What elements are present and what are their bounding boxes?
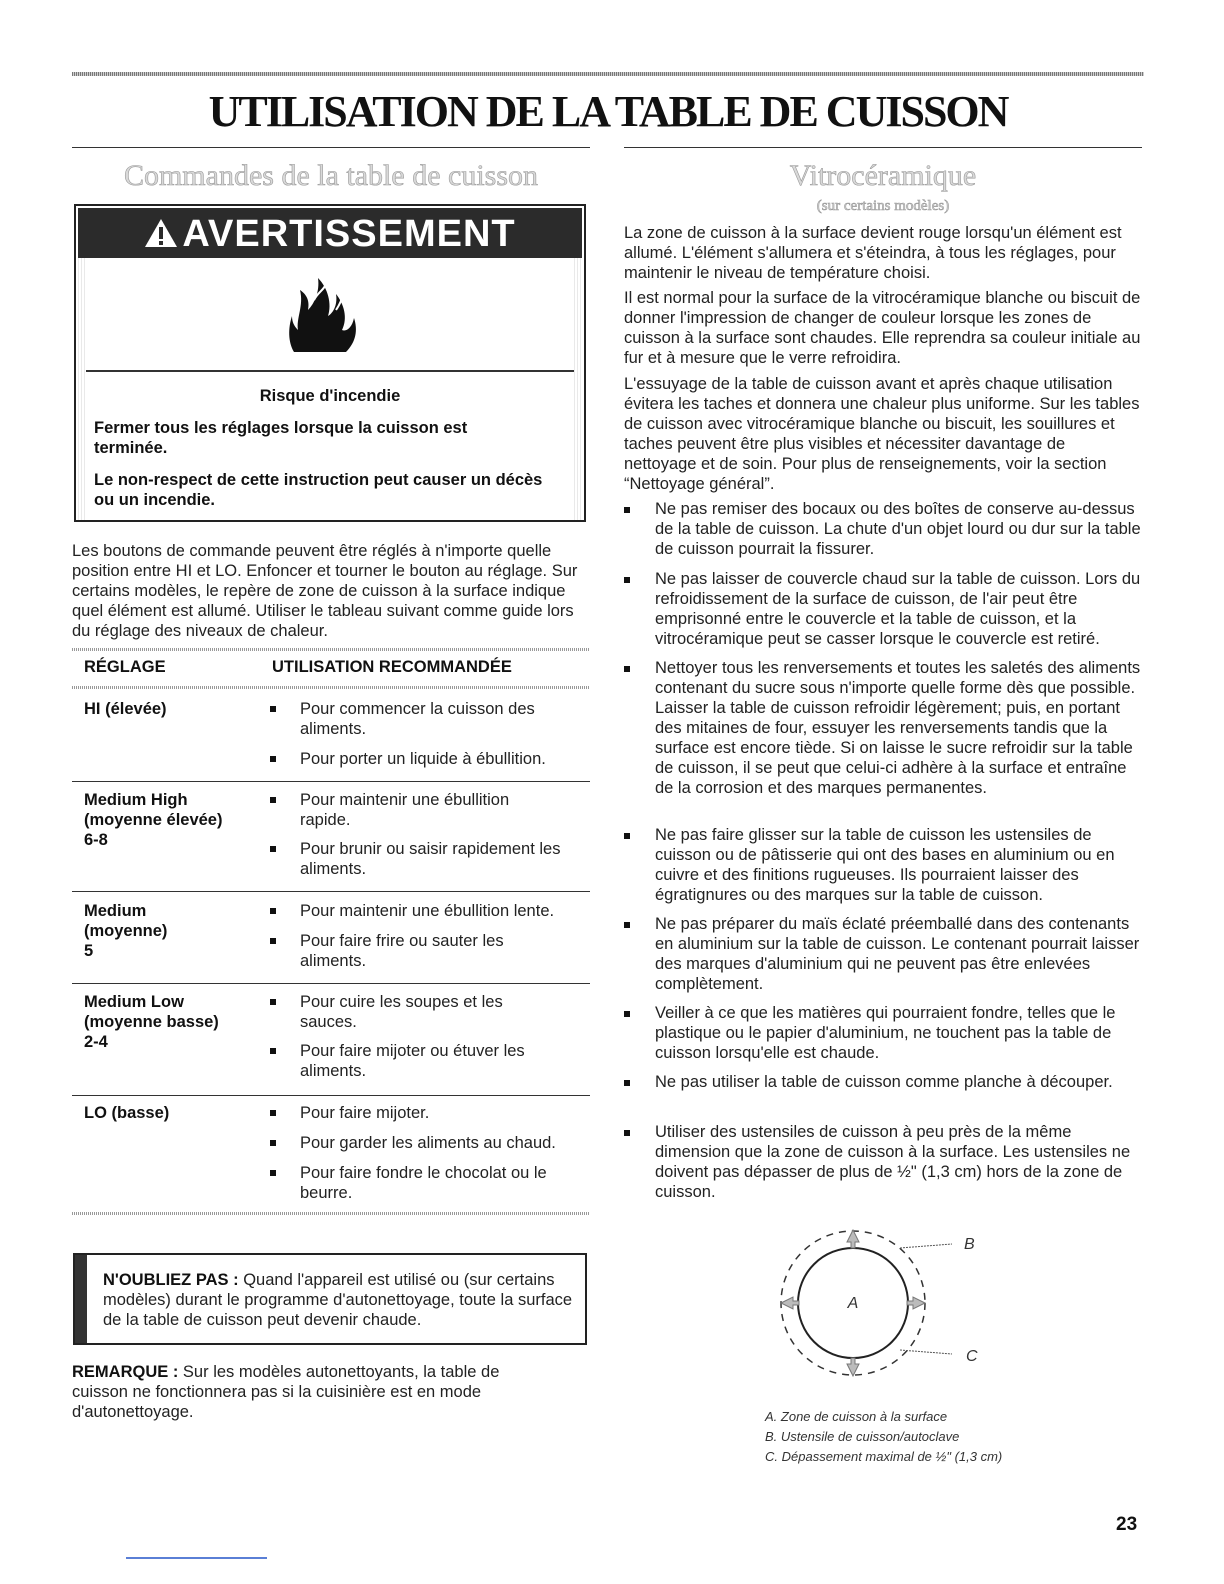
warning-triangle-icon bbox=[144, 218, 178, 248]
table-top-rule bbox=[72, 648, 590, 651]
table-row-use: Pour porter un liquide à ébullition. bbox=[300, 750, 546, 768]
bullet-icon bbox=[624, 577, 630, 583]
table-row-setting: HI (élevée) bbox=[84, 700, 167, 718]
table-header-setting: RÉGLAGE bbox=[84, 658, 166, 676]
diagram-caption-a: A. Zone de cuisson à la surface bbox=[765, 1409, 948, 1424]
bullet-icon bbox=[270, 846, 276, 852]
bullet-icon bbox=[624, 507, 630, 513]
label-c-leader bbox=[900, 1350, 952, 1354]
right-section-subtitle: (sur certains modèles) bbox=[816, 198, 950, 214]
vitro-bullet: Ne pas laisser de couvercle chaud sur la table de cuisson. Lors du refroidissement de la surface de cuisson, de l'air peut être emprisonné entre le couvercle et la table de cuisson, et la vitrocéramique peut se casser lorsque le couvercle est retiré. bbox=[655, 570, 1141, 648]
bullet-icon bbox=[270, 706, 276, 712]
table-row-divider bbox=[72, 891, 590, 892]
table-row-use: Pour garder les aliments au chaud. bbox=[300, 1134, 556, 1152]
table-row-use: Pour maintenir une ébullition rapide. bbox=[300, 791, 510, 829]
bullet-icon bbox=[624, 1080, 630, 1086]
bullet-icon bbox=[270, 999, 276, 1005]
table-row-use: Pour faire mijoter. bbox=[300, 1104, 430, 1122]
bullet-icon bbox=[624, 922, 630, 928]
label-c: C bbox=[966, 1348, 978, 1365]
vitro-bullet: Ne pas préparer du maïs éclaté préemballé dans des contenants en aluminium sur la table de cuisson. Le contenant pourrait laisser des marques d'aluminium qui ne peuvent pas être enlevées complètement. bbox=[655, 915, 1140, 993]
right-section-title: Vitrocéramique bbox=[789, 159, 977, 192]
vitro-paragraph: La zone de cuisson à la surface devient rouge lorsqu'un élément est allumé. L'élément s'allumera et s'éteindra, à tous les réglages, pour maintenir le niveau de température choisi. bbox=[624, 224, 1122, 282]
bullet-icon bbox=[270, 756, 276, 762]
label-a: A bbox=[847, 1295, 859, 1312]
bullet-icon bbox=[270, 797, 276, 803]
vitro-paragraph: Il est normal pour la surface de la vitrocéramique blanche ou biscuit de donner l'impression de changer de couleur lorsque les zones de cuisson à la surface sont chaudes. Elle reprendra sa couleur initiale au fur et à mesure que le verre refroidira. bbox=[624, 289, 1141, 367]
self-clean-note: REMARQUE : Sur les modèles autonettoyants, la table de cuisson ne fonctionnera pas si la cuisinière est en mode d'autonettoyage. bbox=[72, 1363, 500, 1421]
table-row-setting: Medium bbox=[84, 902, 147, 920]
left-section-rule bbox=[72, 147, 590, 148]
left-section-title: Commandes de la table de cuisson bbox=[123, 159, 539, 192]
bullet-icon bbox=[270, 1140, 276, 1146]
warning-shade-right bbox=[574, 258, 582, 520]
diagram-caption-b: B. Ustensile de cuisson/autoclave bbox=[765, 1429, 960, 1444]
label-b-leader bbox=[900, 1244, 952, 1248]
vitro-bullet: Utiliser des ustensiles de cuisson à peu près de la même dimension que la zone de cuisson à la surface. Les ustensiles ne doivent pas dépasser de plus de ½" (1,3 cm) hors de la zone de cuisson. bbox=[655, 1123, 1131, 1201]
hazard-title: Risque d'incendie bbox=[259, 387, 401, 405]
bullet-icon bbox=[270, 1110, 276, 1116]
vitro-bullet: Nettoyer tous les renversements et toutes les saletés des aliments contenant du sucre sous n'importe quelle forme dès que possible. Laisser la table de cuisson refroidir légèrement; puis, en portant des mitaines de four, essuyer les renversements tandis que la surface est encore tiède. Si on laisse le sucre refroidir sur la table de cuisson, il se peut que celui-ci adhère à la surface et entraîne de la corrosion et des marques permanentes. bbox=[655, 659, 1141, 797]
bullet-icon bbox=[624, 666, 630, 672]
table-row-setting: Medium High bbox=[84, 791, 188, 809]
table-header-rule bbox=[72, 686, 590, 689]
table-row-setting: 6-8 bbox=[84, 831, 108, 849]
vitro-paragraph: L'essuyage de la table de cuisson avant et après chaque utilisation évitera les taches et donnera une chaleur plus uniforme. Sur les tables de cuisson avec vitrocéramique blanche ou biscuit, les souillures et taches peuvent être plus visibles et nécessiter davantage de nettoyage et de soin. Pour plus de renseignements, voir la section “Nettoyage général”. bbox=[624, 375, 1140, 493]
table-row-setting: (moyenne élevée) bbox=[84, 811, 223, 829]
fire-icon bbox=[284, 270, 364, 360]
table-row-use: Pour maintenir une ébullition lente. bbox=[300, 902, 555, 920]
right-section-rule bbox=[624, 147, 1142, 148]
footer-blue-rule bbox=[126, 1557, 267, 1559]
reminder-text: N'OUBLIEZ PAS : Quand l'appareil est utilisé ou (sur certains modèles) durant le programme d'autonettoyage, toute la surface de la table de cuisson peut devenir chaude. bbox=[103, 1271, 573, 1329]
page-title: UTILISATION DE LA TABLE DE CUISSON bbox=[208, 87, 1008, 136]
table-row-divider bbox=[72, 983, 590, 984]
bullet-icon bbox=[270, 938, 276, 944]
table-row-divider bbox=[72, 781, 590, 782]
warning-instruction: Fermer tous les réglages lorsque la cuisson est terminée. bbox=[94, 419, 468, 457]
table-row-setting: (moyenne basse) bbox=[84, 1013, 219, 1031]
table-row-setting: (moyenne) bbox=[84, 922, 168, 940]
table-row-setting: 2-4 bbox=[84, 1033, 108, 1051]
vitro-bullet: Ne pas utiliser la table de cuisson comme planche à découper. bbox=[655, 1073, 1113, 1091]
table-row-use: Pour faire fondre le chocolat ou le beurre. bbox=[300, 1164, 547, 1202]
label-b: B bbox=[964, 1236, 975, 1253]
vitro-bullet: Ne pas remiser des bocaux ou des boîtes de conserve au-dessus de la table de cuisson. La chute d'un objet lourd ou dur sur la table de cuisson pourrait la fissurer. bbox=[655, 500, 1141, 558]
table-row-use: Pour commencer la cuisson des aliments. bbox=[300, 700, 535, 738]
reminder-box bbox=[73, 1253, 587, 1345]
table-row-divider bbox=[72, 1095, 590, 1096]
warning-box bbox=[74, 204, 586, 522]
bullet-icon bbox=[270, 908, 276, 914]
table-bottom-rule bbox=[72, 1212, 590, 1215]
table-row-use: Pour cuire les soupes et les sauces. bbox=[300, 993, 503, 1031]
vitro-bullet: Veiller à ce que les matières qui pourraient fondre, telles que le plastique ou le papier d'aluminium, ne touchent pas la table de cuisson lorsqu'elle est chaude. bbox=[655, 1004, 1116, 1062]
table-row-setting: LO (basse) bbox=[84, 1104, 170, 1122]
table-row-use: Pour faire mijoter ou étuver les aliments. bbox=[300, 1042, 525, 1080]
bullet-icon bbox=[624, 1011, 630, 1017]
bullet-icon bbox=[624, 1130, 630, 1136]
warning-consequence: Le non-respect de cette instruction peut causer un décès ou un incendie. bbox=[94, 471, 543, 509]
table-row-setting: Medium Low bbox=[84, 993, 184, 1011]
table-header-use: UTILISATION RECOMMANDÉE bbox=[272, 658, 512, 676]
bullet-icon bbox=[624, 833, 630, 839]
bullet-icon bbox=[270, 1170, 276, 1176]
reminder-accent-bar bbox=[75, 1255, 87, 1343]
warning-header-text: AVERTISSEMENT bbox=[78, 213, 582, 256]
table-row-use: Pour brunir ou saisir rapidement les aliments. bbox=[300, 840, 561, 878]
vitro-bullet: Ne pas faire glisser sur la table de cuisson les ustensiles de cuisson ou de pâtisserie qui ont des bases en aluminium ou en cuivre et des finitions rugueuses. Ils pourraient laisser des égratignures ou des marques sur la table de cuisson. bbox=[655, 826, 1115, 904]
warning-shade-left bbox=[78, 258, 86, 520]
warning-icon-area bbox=[86, 258, 574, 372]
bullet-icon bbox=[270, 1048, 276, 1054]
diagram-caption-c: C. Dépassement maximal de ½" (1,3 cm) bbox=[765, 1449, 1003, 1464]
top-rule bbox=[72, 72, 1144, 76]
table-row-setting: 5 bbox=[84, 942, 94, 960]
warning-header bbox=[78, 208, 582, 258]
table-row-use: Pour faire frire ou sauter les aliments. bbox=[300, 932, 504, 970]
cookware-size-diagram bbox=[760, 1218, 1020, 1398]
controls-intro: Les boutons de commande peuvent être réglés à n'importe quelle position entre HI et LO. Enfoncer et tourner le bouton au réglage. Sur certains modèles, le repère de zone de cuisson à la surface indique quel élément est allumé. Utiliser le tableau suivant comme guide lors du réglage des niveaux de chaleur. bbox=[72, 542, 578, 640]
page-number: 23 bbox=[1116, 1514, 1138, 1535]
